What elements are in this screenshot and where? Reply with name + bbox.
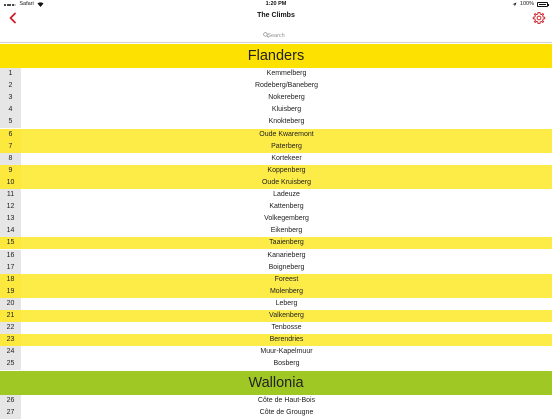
climb-name: Côte de Haut-Bois <box>257 396 316 404</box>
climb-name: Eikenberg <box>270 227 303 235</box>
climb-name: Valkenberg <box>269 312 304 319</box>
climb-number: 9 <box>0 165 21 177</box>
list-item[interactable] <box>0 153 552 165</box>
list-item[interactable] <box>0 334 552 346</box>
list-item[interactable] <box>0 346 552 358</box>
climb-name: Oude Kruisberg <box>261 178 312 186</box>
list-item[interactable] <box>0 274 552 286</box>
climb-name: Nokereberg <box>268 94 305 102</box>
battery-icon <box>537 2 548 7</box>
status-bar <box>0 0 552 9</box>
climb-name: Kattenberg <box>269 203 304 211</box>
climb-name: Ladeuze <box>273 191 300 198</box>
list-item[interactable] <box>0 322 552 334</box>
climb-number: 23 <box>0 334 21 346</box>
page-title: The Climbs <box>257 12 295 19</box>
gear-icon[interactable] <box>532 11 546 25</box>
climb-name: Volkegemberg <box>264 215 309 223</box>
climb-name: Kanarieberg <box>267 251 306 259</box>
list-item[interactable] <box>0 116 552 128</box>
climb-number: 4 <box>0 104 21 116</box>
section-header-wallonia: Wallonia <box>0 371 552 395</box>
list-item[interactable] <box>0 129 552 141</box>
climb-number: 10 <box>0 177 21 189</box>
climb-name: Molenberg <box>269 287 304 295</box>
climb-number: 3 <box>0 92 21 104</box>
climb-name: Oude Kwaremont <box>259 130 314 138</box>
list-item[interactable] <box>0 92 552 104</box>
climb-number: 20 <box>0 298 21 310</box>
climb-number: 22 <box>0 322 21 334</box>
climb-name: Knokteberg <box>268 118 305 126</box>
list-item[interactable] <box>0 201 552 213</box>
list-item[interactable] <box>0 213 552 225</box>
climb-number: 15 <box>0 237 21 249</box>
carrier-label: Safari <box>19 1 34 7</box>
list-item[interactable] <box>0 80 552 92</box>
climb-number: 21 <box>0 310 21 322</box>
climb-name: Bosberg <box>273 360 300 368</box>
climb-number: 5 <box>0 116 21 128</box>
climb-number: 19 <box>0 286 21 298</box>
climb-number: 14 <box>0 225 21 237</box>
climb-number: 25 <box>0 358 21 370</box>
list-item[interactable] <box>0 407 552 419</box>
climb-name: Kortekeer <box>271 154 302 162</box>
climb-number: 7 <box>0 141 21 153</box>
list-item[interactable] <box>0 189 552 201</box>
climb-number: 12 <box>0 201 21 213</box>
list-item[interactable] <box>0 358 552 370</box>
climb-name: Boigneberg <box>268 263 305 271</box>
status-time: 1:20 PM <box>265 1 287 7</box>
navigation-bar <box>0 9 552 27</box>
climb-name: Kluisberg <box>271 106 302 114</box>
list-item[interactable] <box>0 298 552 310</box>
list-item[interactable] <box>0 237 552 249</box>
climb-number: 18 <box>0 274 21 286</box>
climb-number: 24 <box>0 346 21 358</box>
climb-name: Foreest <box>274 275 299 283</box>
list-item[interactable] <box>0 177 552 189</box>
climb-number: 1 <box>0 68 21 80</box>
list-item[interactable] <box>0 165 552 177</box>
climb-number: 13 <box>0 213 21 225</box>
list-item[interactable] <box>0 286 552 298</box>
list-item[interactable] <box>0 68 552 80</box>
battery-percent: 100% <box>519 1 534 7</box>
status-right <box>512 0 548 9</box>
climb-number: 2 <box>0 80 21 92</box>
climb-name: Leberg <box>275 299 298 307</box>
list-item[interactable] <box>0 104 552 116</box>
list-item[interactable] <box>0 225 552 237</box>
list-item[interactable] <box>0 141 552 153</box>
climb-number: 16 <box>0 250 21 262</box>
climb-number: 8 <box>0 153 21 165</box>
climb-name: Koppenberg <box>267 166 306 174</box>
location-icon <box>512 2 517 7</box>
list-item[interactable] <box>0 310 552 322</box>
list-item[interactable] <box>0 262 552 274</box>
climb-number: 27 <box>0 407 21 419</box>
climb-name: Kemmelberg <box>266 70 307 77</box>
climb-name: Côte de Grougne <box>259 408 314 416</box>
climb-name: Paterberg <box>271 142 302 150</box>
search-input[interactable] <box>6 29 546 42</box>
list-item[interactable] <box>0 250 552 262</box>
climb-name: Rodeberg/Baneberg <box>254 82 319 90</box>
climb-name: Muur-Kapelmuur <box>260 348 313 356</box>
climb-name: Tenbosse <box>271 324 302 332</box>
list-item[interactable] <box>0 395 552 407</box>
search-bar <box>0 28 552 43</box>
section-header-flanders: Flanders <box>0 44 552 68</box>
climb-name: Berendries <box>269 336 304 344</box>
climb-number: 11 <box>0 189 21 201</box>
climb-number: 17 <box>0 262 21 274</box>
climb-number: 26 <box>0 395 21 407</box>
climb-name: Taaienberg <box>269 239 304 247</box>
climb-number: 6 <box>0 129 21 141</box>
